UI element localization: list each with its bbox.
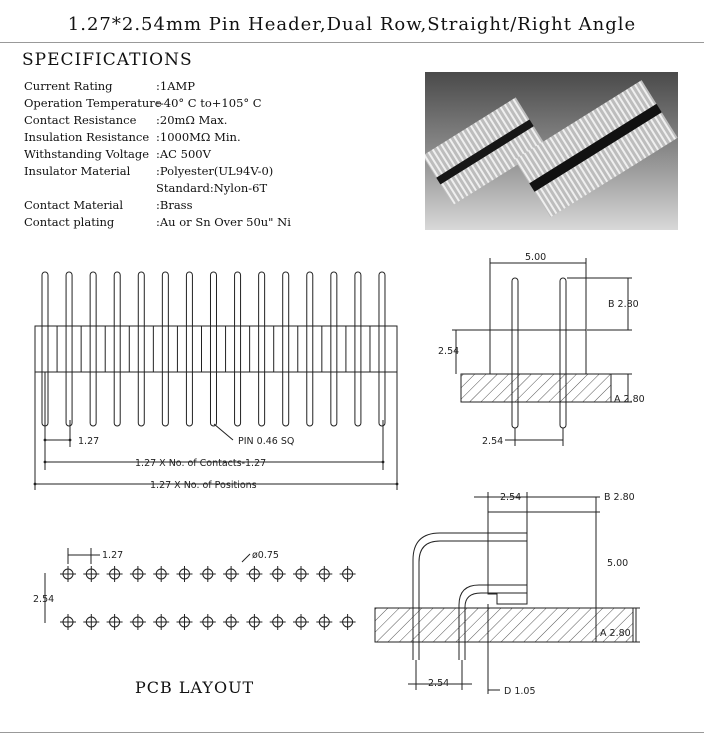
pcb-hole-crosshair (270, 566, 286, 582)
pcb-hole-crosshair (83, 566, 99, 582)
pcb-hole-crosshair (177, 566, 193, 582)
pcb-hole-crosshair (200, 566, 216, 582)
ra-bottom-label: 2.54 (428, 678, 450, 689)
pcb-hole-crosshair (340, 614, 356, 630)
spec-label: Contact Resistance (24, 113, 137, 127)
pcb-hole-crosshair (153, 614, 169, 630)
side-pin-left (512, 278, 518, 428)
pcb-hole-crosshair (107, 614, 123, 630)
side-row-label: 2.54 (482, 436, 504, 447)
side-housing (490, 330, 586, 374)
pcb-hole-crosshair (293, 566, 309, 582)
ra-pcb-board (375, 608, 633, 642)
pcb-hole-crosshair (223, 614, 239, 630)
side-h-label: 2.54 (438, 346, 460, 357)
pcb-hole-crosshair (60, 614, 76, 630)
spec-value: :20mΩ Max. (156, 113, 228, 127)
spec-label: Insulator Material (24, 164, 131, 178)
pcb-hole-crosshair (293, 614, 309, 630)
spec-value: :-40° C to+105° C (156, 96, 262, 110)
front-pin (235, 272, 241, 426)
spec-label: Operation Temperature (24, 96, 162, 110)
side-a-label: A 2.80 (614, 394, 645, 405)
spec-label: Withstanding Voltage (24, 147, 150, 161)
pin-size-label: PIN 0.46 SQ (238, 436, 295, 447)
spec-value: :Brass (156, 198, 193, 212)
pcb-hole-crosshair (153, 566, 169, 582)
spec-label: Contact Material (24, 198, 124, 212)
pcb-hole-crosshair (83, 614, 99, 630)
pcb-holes (60, 566, 356, 630)
spec-value: :1000MΩ Min. (156, 130, 241, 144)
pcb-row-label: 2.54 (33, 594, 55, 605)
ra-housing (488, 512, 527, 604)
pcb-hole-crosshair (246, 566, 262, 582)
front-pin (259, 272, 265, 426)
spec-value: Standard:Nylon-6T (156, 181, 268, 195)
front-pin (331, 272, 337, 426)
pcb-board (461, 374, 611, 402)
spec-label: Contact plating (24, 215, 115, 229)
front-pitch-label: 1.27 (78, 436, 100, 447)
spec-label: Insulation Resistance (24, 130, 150, 144)
pcb-hole-crosshair (60, 566, 76, 582)
pcb-pitch-label: 1.27 (102, 550, 124, 561)
front-pin (138, 272, 144, 426)
front-pin (90, 272, 96, 426)
side-width-label: 5.00 (525, 252, 547, 263)
pcb-hole-crosshair (200, 614, 216, 630)
front-pins (42, 272, 385, 426)
page-title: 1.27*2.54mm Pin Header,Dual Row,Straight/Right Angle (67, 14, 637, 35)
pcb-hole-crosshair (130, 614, 146, 630)
front-pin (307, 272, 313, 426)
spec-value: :1AMP (156, 79, 196, 93)
pcb-hole-crosshair (316, 566, 332, 582)
pcb-hole-crosshair (316, 614, 332, 630)
ra-b-label: B 2.80 (604, 492, 635, 503)
front-pin (66, 272, 72, 426)
spec-value: :Polyester(UL94V-0) (156, 164, 274, 178)
pcb-hole-crosshair (340, 566, 356, 582)
pcb-layout-title: PCB LAYOUT (135, 678, 255, 697)
pcb-hole-crosshair (246, 614, 262, 630)
positions-dim-label: 1.27 X No. of Positions (150, 480, 257, 491)
pcb-hole-label: ø0.75 (252, 550, 279, 561)
specifications-heading: SPECIFICATIONS (22, 50, 193, 70)
front-pin (162, 272, 168, 426)
ra-h-label: 5.00 (607, 558, 629, 569)
front-pin (379, 272, 385, 426)
spec-label: Current Rating (24, 79, 113, 93)
pcb-hole-crosshair (270, 614, 286, 630)
ra-top-label: 2.54 (500, 492, 522, 503)
pcb-hole-crosshair (130, 566, 146, 582)
bottom-divider (0, 732, 704, 733)
ra-d-label: D 1.05 (504, 686, 536, 697)
front-pin (355, 272, 361, 426)
spec-value: :Au or Sn Over 50u" Ni (156, 215, 291, 229)
front-pin (186, 272, 192, 426)
front-pin (283, 272, 289, 426)
side-pin-right (560, 278, 566, 428)
pcb-hole-crosshair (177, 614, 193, 630)
side-b-label: B 2.80 (608, 299, 639, 310)
spec-value: :AC 500V (156, 147, 211, 161)
ra-a-label: A 2.80 (600, 628, 631, 639)
front-pin (210, 272, 216, 426)
pcb-hole-crosshair (223, 566, 239, 582)
front-pin (114, 272, 120, 426)
pcb-hole-crosshair (107, 566, 123, 582)
contacts-dim-label: 1.27 X No. of Contacts-1.27 (135, 458, 267, 469)
